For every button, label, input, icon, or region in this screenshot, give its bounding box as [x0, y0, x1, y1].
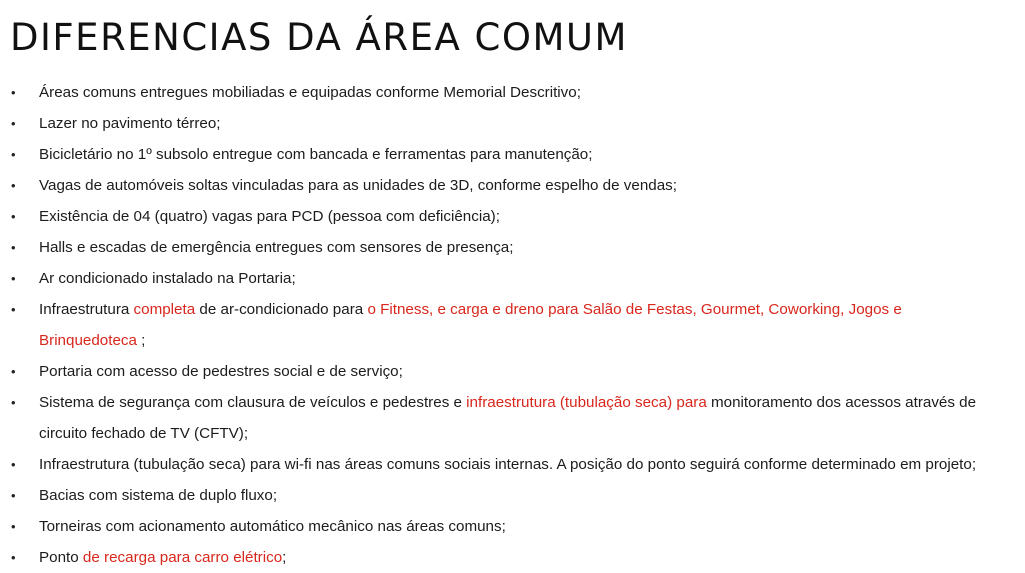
bullet-dot-icon: • [11, 240, 16, 255]
highlighted-text: Brinquedoteca [39, 332, 137, 349]
bullet-line [39, 294, 1019, 325]
bullet-dot-icon: • [11, 395, 16, 410]
bullet-line [39, 170, 1019, 201]
bullet-line [39, 480, 1019, 511]
bullet-item [0, 449, 1025, 480]
bullet-dot-icon: • [11, 550, 16, 565]
bullet-item [0, 139, 1025, 170]
bullet-dot-icon: • [11, 457, 16, 472]
bullet-text: Bicicletário no 1º subsolo entregue com bancada e ferramentas para manutenção; [39, 146, 593, 163]
bullet-item [0, 201, 1025, 232]
bullet-line [39, 77, 1019, 108]
bullet-text: circuito fechado de TV (CFTV); [39, 425, 249, 442]
bullet-item [0, 108, 1025, 139]
bullet-text: Vagas de automóveis soltas vinculadas para as unidades de 3D, conforme espelho de vendas; [39, 177, 677, 194]
bullet-text: Áreas comuns entregues mobiliadas e equipadas conforme Memorial Descritivo; [39, 84, 581, 101]
bullet-item [0, 232, 1025, 263]
bullet-item [0, 294, 1025, 356]
bullet-text: Portaria com acesso de pedestres social e de serviço; [39, 363, 403, 380]
bullet-text: de ar-condicionado para [195, 301, 368, 318]
highlighted-text: de recarga para carro elétrico [82, 549, 283, 566]
bullet-line [39, 387, 1019, 418]
bullet-line [39, 108, 1019, 139]
bullet-text: monitoramento dos acessos através de [706, 394, 977, 411]
bullet-line [39, 449, 1019, 480]
bullet-text: Ponto [39, 549, 83, 566]
bullet-line [39, 263, 1019, 294]
bullet-item [0, 542, 1025, 573]
bullet-dot-icon: • [11, 85, 16, 100]
bullet-list [0, 77, 1025, 573]
bullet-dot-icon: • [11, 271, 16, 286]
bullet-item [0, 387, 1025, 449]
bullet-line [39, 418, 1019, 449]
bullet-line [39, 201, 1019, 232]
bullet-item [0, 511, 1025, 542]
highlighted-text: infraestrutura (tubulação seca) para [466, 394, 707, 411]
bullet-text: Ar condicionado instalado na Portaria; [39, 270, 296, 287]
bullet-dot-icon: • [11, 147, 16, 162]
bullet-text: Halls e escadas de emergência entregues com sensores de presença; [39, 239, 514, 256]
bullet-text: ; [282, 549, 287, 566]
bullet-line [39, 139, 1019, 170]
bullet-line [39, 511, 1019, 542]
bullet-dot-icon: • [11, 519, 16, 534]
bullet-dot-icon: • [11, 488, 16, 503]
bullet-line [39, 356, 1019, 387]
bullet-text: Bacias com sistema de duplo fluxo; [39, 487, 278, 504]
bullet-text: Torneiras com acionamento automático mecânico nas áreas comuns; [39, 518, 506, 535]
bullet-item [0, 77, 1025, 108]
bullet-dot-icon: • [11, 364, 16, 379]
bullet-dot-icon: • [11, 302, 16, 317]
highlighted-text: completa [133, 301, 196, 318]
bullet-text: Infraestrutura [39, 301, 134, 318]
bullet-item [0, 263, 1025, 294]
bullet-text: Existência de 04 (quatro) vagas para PCD (pessoa com deficiência); [39, 208, 500, 225]
bullet-text: Infraestrutura (tubulação seca) para wi-fi nas áreas comuns sociais internas. A posição do ponto seguirá conforme determinado em projeto; [39, 456, 977, 473]
bullet-line [39, 325, 1019, 356]
bullet-item [0, 356, 1025, 387]
bullet-line [39, 542, 1019, 573]
bullet-line [39, 232, 1019, 263]
bullet-text: ; [136, 332, 146, 349]
bullet-item [0, 170, 1025, 201]
bullet-dot-icon: • [11, 178, 16, 193]
bullet-text: Sistema de segurança com clausura de veículos e pedestres e [39, 394, 467, 411]
bullet-dot-icon: • [11, 209, 16, 224]
bullet-dot-icon: • [11, 116, 16, 131]
bullet-item [0, 480, 1025, 511]
bullet-text: Lazer no pavimento térreo; [39, 115, 221, 132]
highlighted-text: o Fitness, e carga e dreno para Salão de Festas, Gourmet, Coworking, Jogos e [367, 301, 902, 318]
slide-title: DIFERENCIAS DA ÁREA COMUM [10, 16, 628, 59]
